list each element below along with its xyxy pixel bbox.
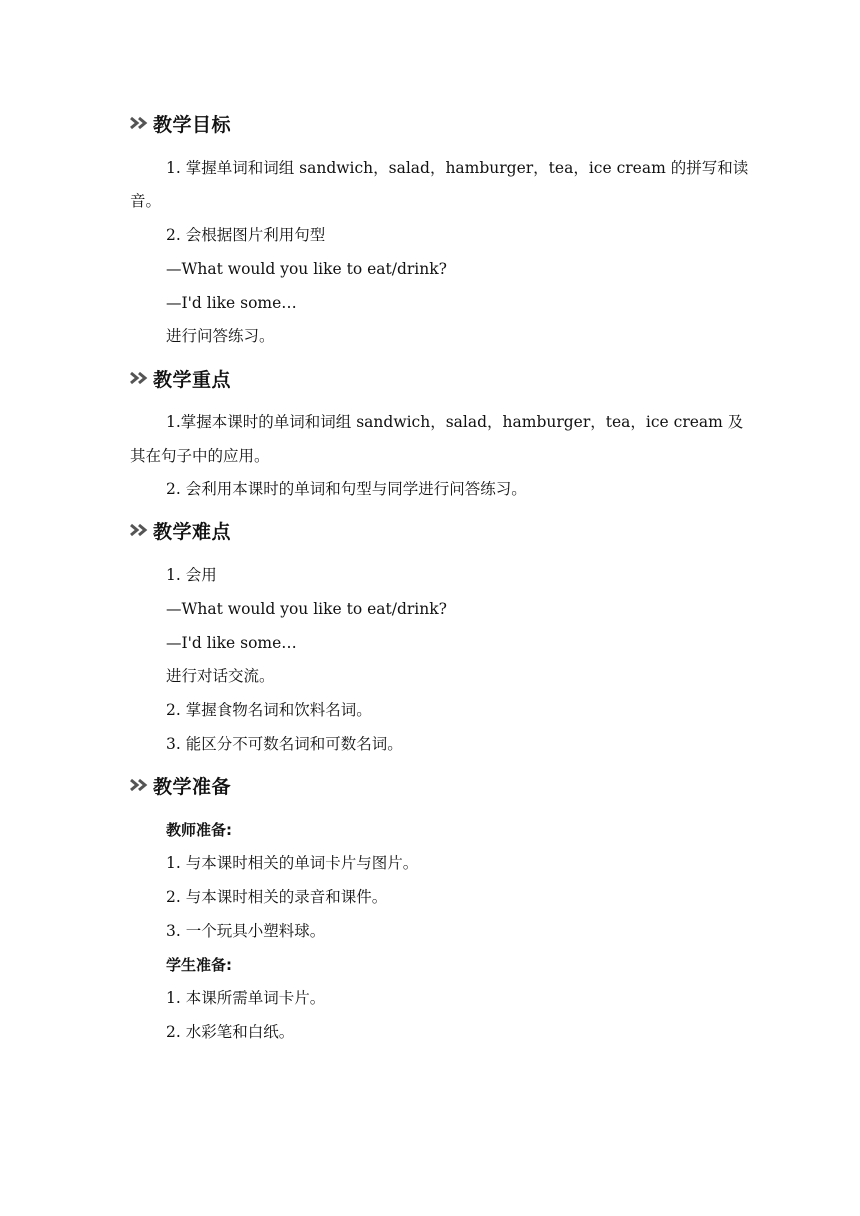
double-chevron-icon [129, 522, 153, 538]
text-line: —I'd like some… [166, 634, 297, 652]
double-chevron-icon [129, 115, 153, 131]
text-line: —What would you like to eat/drink? [166, 600, 447, 618]
text-line: 1. 会用 [166, 566, 217, 584]
text-line: 1. 掌握单词和词组 sandwich，salad，hamburger，tea，ice cream 的拼写和读 [166, 159, 749, 177]
text-line: 进行对话交流。 [166, 667, 275, 685]
text-line: 2. 会根据图片利用句型 [166, 226, 326, 244]
text-line: 3. 能区分不可数名词和可数名词。 [166, 735, 403, 753]
section-title: 教学难点 [153, 520, 232, 543]
section-title: 教学准备 [153, 775, 232, 798]
text-line: 2. 掌握食物名词和饮料名词。 [166, 701, 372, 719]
section-title: 教学重点 [153, 368, 232, 391]
text-line: 2. 会利用本课时的单词和句型与同学进行问答练习。 [166, 480, 527, 498]
section-heading-key-points [129, 363, 231, 393]
section-title: 教学目标 [153, 113, 232, 136]
teacher-prep-label: 教师准备: [166, 821, 232, 839]
list-item: 1. 与本课时相关的单词卡片与图片。 [166, 854, 419, 872]
double-chevron-icon [129, 777, 153, 793]
double-chevron-icon [129, 370, 153, 386]
section-heading-objectives [129, 108, 231, 138]
text-line: 1.掌握本课时的单词和词组 sandwich，salad，hamburger，tea，ice cream 及 [166, 413, 744, 431]
text-line: 音。 [130, 192, 162, 210]
section-heading-difficulties [129, 515, 231, 545]
text-line: 其在句子中的应用。 [130, 447, 270, 465]
list-item: 2. 与本课时相关的录音和课件。 [166, 888, 388, 906]
section-heading-preparation [129, 770, 231, 800]
list-item: 2. 水彩笔和白纸。 [166, 1023, 295, 1041]
text-line: —I'd like some… [166, 294, 297, 312]
text-line: —What would you like to eat/drink? [166, 260, 447, 278]
list-item: 3. 一个玩具小塑料球。 [166, 922, 326, 940]
text-line: 进行问答练习。 [166, 327, 275, 345]
list-item: 1. 本课所需单词卡片。 [166, 989, 326, 1007]
student-prep-label: 学生准备: [166, 956, 232, 974]
